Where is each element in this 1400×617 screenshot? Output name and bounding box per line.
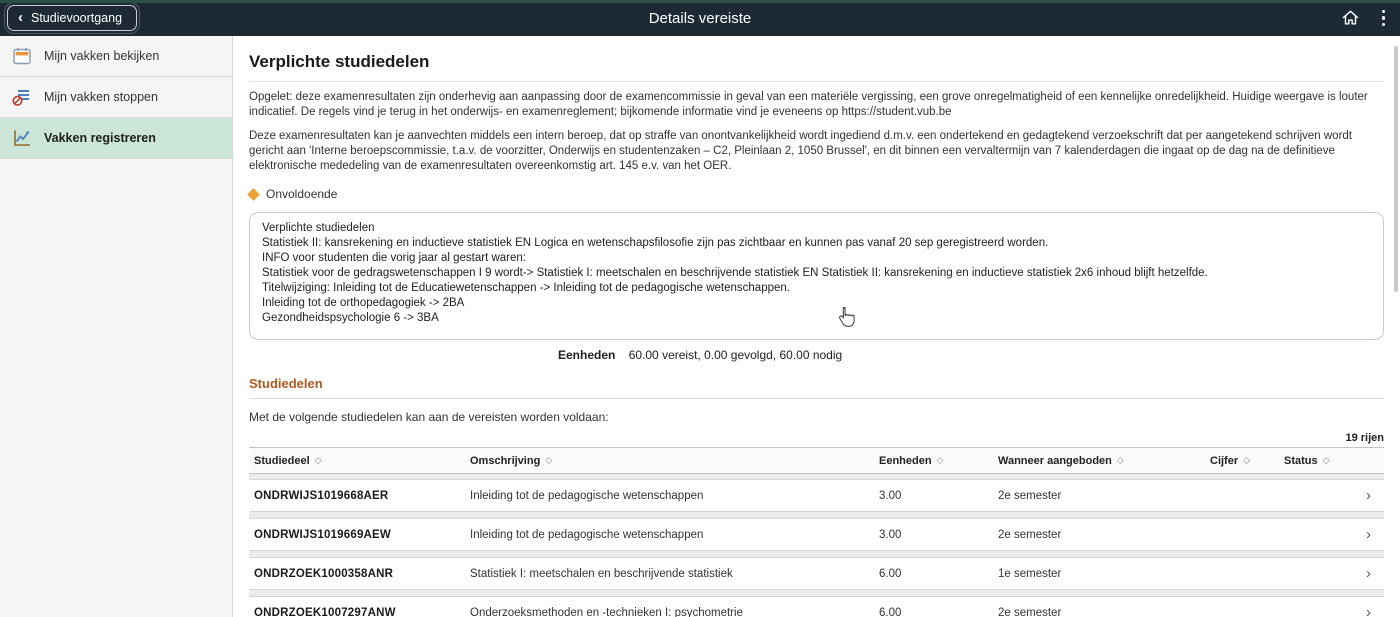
table-row[interactable]	[249, 557, 1384, 590]
cell-wanneer-aangeboden: 1e semester	[998, 567, 1062, 580]
sort-icon: ◇	[545, 455, 553, 466]
sort-icon: ◇	[314, 455, 322, 466]
column-header-wanneer-aangeboden[interactable]: Wanneer aangeboden ◇	[998, 454, 1124, 467]
sidebar	[0, 36, 233, 617]
cell-wanneer-aangeboden: 2e semester	[998, 528, 1062, 541]
kebab-menu-icon[interactable]	[1379, 7, 1389, 30]
sidebar-item-mijn-vakken-stoppen[interactable]	[0, 77, 232, 118]
cell-studiedeel: ONDRZOEK1007297ANW	[254, 606, 396, 617]
sort-icon: ◇	[1243, 455, 1251, 466]
notice-line: INFO voor studenten die vorig jaar al gestart waren:	[262, 252, 526, 265]
back-button-label: Studievoortgang	[31, 11, 123, 25]
column-header-status[interactable]: Status ◇	[1284, 454, 1330, 467]
back-button[interactable]	[7, 5, 137, 31]
notice-line: Statistiek II: kansrekening en inductieve statistiek EN Logica en wetenschapsfilosofie zijn pas zichtbaar en kunnen pas vanaf 20 sep geregistreerd worden.	[262, 237, 1049, 250]
legend-label: Onvoldoende	[266, 187, 338, 202]
disclaimer-paragraph-1: Opgelet: deze examenresultaten zijn onderhevig aan aanpassing door de examencommissie in geval van een materiële vergissing, een grove onregelmatigheid of een kennelijke onredelijkheid. Huidige weergave is louter indicatief. De regels vind je terug in het onderwijs- en examenreglement; bijkomende informatie vind je eveneens op https://student.vub.be	[249, 91, 1368, 119]
row-count: 19 rijen	[1345, 432, 1384, 445]
section-title-studiedelen: Studiedelen	[249, 376, 1384, 399]
cell-studiedeel: ONDRWIJS1019669AEW	[254, 528, 391, 541]
column-header-studiedeel[interactable]: Studiedeel ◇	[254, 454, 322, 467]
disclaimer-paragraph-2: Deze examenresultaten kan je aanvechten middels een intern beroep, dat op straffe van onontvankelijkheid wordt ingediend d.m.v. een ondertekend en gedagtekend verzoekschrift dat per aangetekend schrijven wordt gericht aan 'Interne beroepscommissie, t.a.v. de voorzitter, Onderwijs en studentenzaken – C2, Pleinlaan 2, 1050 Brussel', en dit binnen een vervaltermijn van 7 kalenderdagen die ingaat op de dag na de definitieve elektronische mededeling van de examenresultaten overeenkomstig art. 145 e.v. van het OER.	[249, 129, 1353, 173]
cell-studiedeel: ONDRWIJS1019668AER	[254, 489, 389, 502]
notice-box	[249, 212, 1384, 340]
calendar-icon	[11, 45, 33, 67]
row-chevron-icon: ›	[1366, 487, 1371, 505]
row-chevron-icon: ›	[1366, 526, 1371, 544]
line-chart-icon	[11, 127, 33, 149]
cell-eenheden: 3.00	[879, 528, 902, 541]
eenheden-summary	[249, 348, 1384, 362]
legend-onvoldoende	[249, 187, 1384, 201]
cell-omschrijving: Statistiek I: meetschalen en beschrijvende statistiek	[470, 567, 733, 580]
cell-eenheden: 6.00	[879, 606, 902, 617]
notice-line: Gezondheidspsychologie 6 -> 3BA	[262, 312, 439, 325]
notice-line: Titelwijziging: Inleiding tot de Educatiewetenschappen -> Inleiding tot de pedagogische wetenschappen.	[262, 282, 790, 295]
cell-omschrijving: Inleiding tot de pedagogische wetenschappen	[470, 489, 704, 502]
cell-wanneer-aangeboden: 2e semester	[998, 606, 1062, 617]
cell-eenheden: 3.00	[879, 489, 902, 502]
column-header-cijfer[interactable]: Cijfer ◇	[1210, 454, 1251, 467]
top-bar	[0, 0, 1400, 36]
sort-icon: ◇	[1116, 455, 1124, 466]
main-content	[234, 36, 1400, 617]
row-chevron-icon: ›	[1366, 565, 1371, 583]
eenheden-label: Eenheden	[558, 348, 616, 363]
sidebar-item-label: Mijn vakken bekijken	[44, 49, 160, 63]
cell-studiedeel: ONDRZOEK1000358ANR	[254, 567, 394, 580]
notice-line: Verplichte studiedelen	[262, 222, 375, 235]
sidebar-item-mijn-vakken-bekijken[interactable]	[0, 36, 232, 77]
notice-line: Statistiek voor de gedragswetenschappen I 9 wordt-> Statistiek I: meetschalen en beschrijvende statistiek EN Statistiek II: kansrekening en inductieve statistiek 2x6 inhoud blijft hetzelfde.	[262, 267, 1208, 280]
grid-header-row	[249, 447, 1384, 474]
section-intro: Met de volgende studiedelen kan aan de vereisten worden voldaan:	[249, 410, 609, 425]
row-chevron-icon: ›	[1366, 604, 1371, 617]
cell-wanneer-aangeboden: 2e semester	[998, 489, 1062, 502]
table-row[interactable]	[249, 518, 1384, 551]
notice-line: Inleiding tot de orthopedagogiek -> 2BA	[262, 297, 465, 310]
table-row[interactable]	[249, 479, 1384, 512]
back-chevron-icon: ‹	[18, 9, 23, 26]
table-body	[249, 479, 1384, 617]
sidebar-item-label: Mijn vakken stoppen	[44, 90, 158, 104]
sidebar-item-label: Vakken registreren	[44, 131, 156, 145]
vertical-scrollbar[interactable]	[1394, 46, 1398, 292]
sort-icon: ◇	[936, 455, 944, 466]
home-icon[interactable]	[1340, 8, 1361, 28]
page-title: Details vereiste	[648, 9, 752, 27]
cell-eenheden: 6.00	[879, 567, 902, 580]
column-header-omschrijving[interactable]: Omschrijving ◇	[470, 454, 553, 467]
sort-icon: ◇	[1322, 455, 1330, 466]
orange-diamond-icon	[247, 188, 260, 201]
column-header-eenheden[interactable]: Eenheden ◇	[879, 454, 944, 467]
cell-omschrijving: Inleiding tot de pedagogische wetenschappen	[470, 528, 704, 541]
eenheden-value: 60.00 vereist, 0.00 gevolgd, 60.00 nodig	[628, 348, 843, 363]
topbar-accent-strip	[0, 0, 1400, 3]
stop-list-icon	[11, 86, 33, 108]
studiedelen-grid	[249, 447, 1384, 617]
sidebar-item-vakken-registreren[interactable]	[0, 118, 232, 159]
cell-omschrijving: Onderzoeksmethoden en -technieken I: psychometrie	[470, 606, 743, 617]
table-row[interactable]	[249, 596, 1384, 617]
content-title: Verplichte studiedelen	[249, 52, 1384, 82]
